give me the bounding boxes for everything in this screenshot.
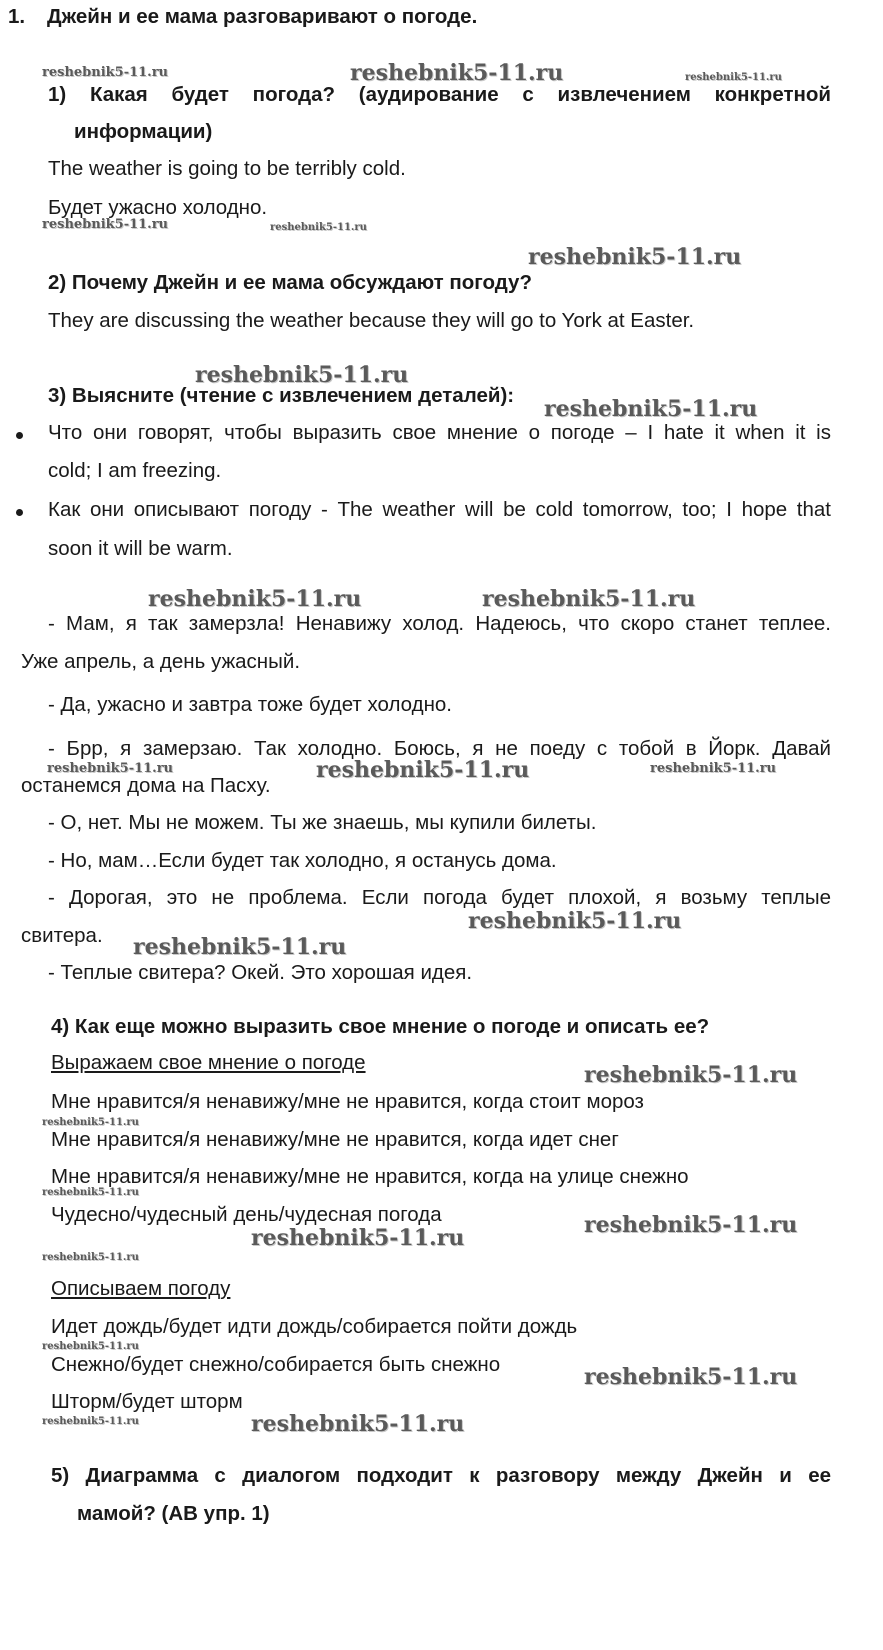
dialogue-line-3: - Да, ужасно и завтра тоже будет холодно. [48, 693, 452, 716]
watermark: reshebnik5-11.ru [528, 244, 742, 270]
describe-item-3: Шторм/будет шторм [51, 1390, 243, 1413]
watermark: reshebnik5-11.ru [251, 1411, 465, 1437]
q1-answer-ru: Будет ужасно холодно. [48, 196, 268, 219]
q2-heading: 2) Почему Джейн и ее мама обсуждают погоду? [48, 271, 532, 294]
q3-bullet-2-line1: Как они описывают погоду - The weather will be cold tomorrow, too; I hope that [48, 498, 831, 521]
watermark: reshebnik5-11.ru [42, 1252, 139, 1263]
describe-item-2: Снежно/будет снежно/собирается быть снежно [51, 1353, 501, 1376]
dialogue-line-4: - Брр, я замерзаю. Так холодно. Боюсь, я не поеду с тобой в Йорк. Давай [48, 737, 831, 760]
q5-heading-line2: мамой? (АВ упр. 1) [77, 1502, 270, 1525]
bullet-icon [16, 432, 23, 439]
q3-bullet-1-line1: Что они говорят, чтобы выразить свое мнение о погоде – I hate it when it is [48, 421, 831, 444]
watermark: reshebnik5-11.ru [42, 1341, 139, 1352]
q4-heading: 4) Как еще можно выразить свое мнение о погоде и описать ее? [51, 1015, 710, 1038]
dialogue-line-1: - Мам, я так замерзла! Ненавижу холод. Надеюсь, что скоро станет теплее. [48, 612, 831, 635]
opinion-item-2: Мне нравится/я ненавижу/мне не нравится, когда идет снег [51, 1128, 619, 1151]
watermark: reshebnik5-11.ru [47, 761, 174, 776]
watermark: reshebnik5-11.ru [468, 908, 682, 934]
dialogue-line-2: Уже апрель, а день ужасный. [21, 650, 301, 673]
watermark: reshebnik5-11.ru [316, 757, 530, 783]
dialogue-line-5: останемся дома на Пасху. [21, 774, 271, 797]
watermark: reshebnik5-11.ru [42, 1117, 139, 1128]
watermark: reshebnik5-11.ru [584, 1364, 798, 1390]
dialogue-line-10: - Теплые свитера? Окей. Это хорошая идея. [48, 961, 473, 984]
watermark: reshebnik5-11.ru [42, 217, 169, 232]
exercise-title: Джейн и ее мама разговаривают о погоде. [47, 5, 478, 28]
watermark: reshebnik5-11.ru [650, 761, 777, 776]
watermark: reshebnik5-11.ru [195, 362, 409, 388]
watermark: reshebnik5-11.ru [584, 1062, 798, 1088]
q3-bullet-1-line2: cold; I am freezing. [48, 459, 222, 482]
watermark: reshebnik5-11.ru [584, 1212, 798, 1238]
q1-heading-line1: 1) Какая будет погода? (аудирование с извлечением конкретной [48, 83, 831, 106]
q3-heading: 3) Выясните (чтение с извлечением деталей): [48, 384, 515, 407]
watermark: reshebnik5-11.ru [133, 934, 347, 960]
opinion-item-3: Мне нравится/я ненавижу/мне не нравится, когда на улице снежно [51, 1165, 689, 1188]
describe-title: Описываем погоду [51, 1277, 231, 1300]
q1-heading-line2: информации) [74, 120, 213, 143]
q3-bullet-2-line2: soon it will be warm. [48, 537, 233, 560]
opinion-title: Выражаем свое мнение о погоде [51, 1051, 366, 1074]
opinion-item-1: Мне нравится/я ненавижу/мне не нравится, когда стоит мороз [51, 1090, 644, 1113]
dialogue-line-6: - О, нет. Мы не можем. Ты же знаешь, мы купили билеты. [48, 811, 597, 834]
dialogue-line-7: - Но, мам…Если будет так холодно, я останусь дома. [48, 849, 557, 872]
watermark: reshebnik5-11.ru [42, 1187, 139, 1198]
describe-item-1: Идет дождь/будет идти дождь/собирается пойти дождь [51, 1315, 578, 1338]
watermark: reshebnik5-11.ru [270, 222, 367, 233]
watermark: reshebnik5-11.ru [148, 586, 362, 612]
watermark: reshebnik5-11.ru [544, 396, 758, 422]
q2-answer: They are discussing the weather because they will go to York at Easter. [48, 309, 695, 332]
watermark: reshebnik5-11.ru [42, 65, 169, 80]
q1-answer-en: The weather is going to be terribly cold. [48, 157, 406, 180]
dialogue-line-8: - Дорогая, это не проблема. Если погода будет плохой, я возьму теплые [48, 886, 831, 909]
opinion-item-4: Чудесно/чудесный день/чудесная погода [51, 1203, 442, 1226]
watermark: reshebnik5-11.ru [482, 586, 696, 612]
dialogue-line-9: свитера. [21, 924, 103, 947]
exercise-number: 1. [8, 5, 26, 28]
watermark: reshebnik5-11.ru [685, 72, 782, 83]
watermark: reshebnik5-11.ru [42, 1416, 139, 1427]
q5-heading-line1: 5) Диаграмма с диалогом подходит к разговору между Джейн и ее [51, 1464, 831, 1487]
bullet-icon [16, 509, 23, 516]
watermark: reshebnik5-11.ru [350, 60, 564, 86]
watermark: reshebnik5-11.ru [251, 1225, 465, 1251]
